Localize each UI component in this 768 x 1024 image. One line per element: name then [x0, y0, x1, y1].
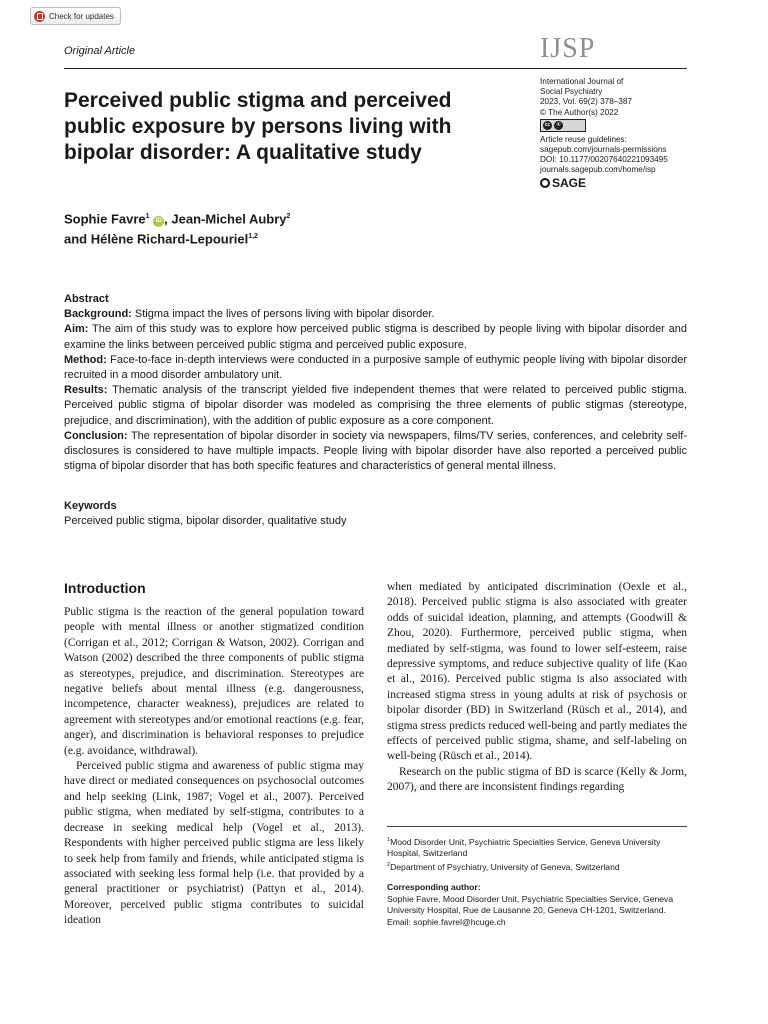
author-conjunction: and — [64, 231, 91, 247]
abstract-label: Conclusion: — [64, 429, 128, 442]
author-affiliation-sup: 2 — [286, 213, 291, 220]
article-title: Perceived public stigma and perceived public exposure by persons living with bipolar disorder: A qualitative study — [64, 89, 452, 164]
author-separator: , — [164, 211, 172, 227]
footnote-rule — [387, 826, 687, 827]
sage-icon — [540, 178, 550, 188]
abstract-text: Stigma impact the lives of persons living with bipolar disorder. — [131, 308, 435, 321]
affiliation-text: Department of Psychiatry, University of Geneva, Switzerland — [390, 861, 620, 872]
affiliation-text: Mood Disorder Unit, Psychiatric Specialties Service, Geneva University Hospital, Switzerland — [387, 836, 661, 859]
abstract-method — [64, 353, 687, 383]
abstract-text: The representation of bipolar disorder in society via newspapers, films/TV series, conferences, and celebrity self-disclosures is considered to have multiple impacts. People living with bipolar disorder have also reported a perceived public stigma of bipolar disorder that has both specific features and characteristics of general mental illness. — [64, 429, 687, 473]
body-paragraph: Public stigma is the reaction of the general population toward people with mental illness or another stigmatized condition (Corrigan et al., 2012; Corrigan & Watson, 2002). Corrigan and Watson (2002) described the three components of public stigma as stereotypes, prejudice, and discrimination. Stereotypes are negative beliefs about mental illness (e.g. dangerousness, incompetence, character weakness), prejudices are related to agreement with stereotypes and/or emotional reactions (e.g. fear, anger), and discrimination is behavioral responses to prejudice (e.g. avoidance, withdrawal). — [64, 606, 364, 757]
author-list — [64, 208, 464, 249]
affiliation — [387, 860, 687, 873]
abstract-results — [64, 383, 687, 429]
abstract-text: Face-to-face in-depth interviews were conducted in a purposive sample of euthymic people living with bipolar disorder recruited in a mood disorder ambulatory unit. — [64, 353, 687, 382]
abstract-conclusion — [64, 429, 687, 475]
orcid-icon[interactable]: iD — [153, 216, 164, 227]
check-updates-label: Check for updates — [49, 11, 114, 21]
article-type: Original Article — [64, 45, 136, 57]
keywords-heading: Keywords — [64, 500, 117, 512]
body-column-right — [387, 580, 687, 796]
journal-logo: IJSP — [540, 33, 596, 64]
author-affiliation-sup: 1 — [145, 213, 150, 220]
abstract-heading: Abstract — [64, 293, 109, 305]
body-paragraph: Perceived public stigma and awareness of public stigma may have direct or mediated consequences on psychosocial outcomes and help seeking (Link, 1987; Vogel et al., 2007). Perceived public stigma, when mediated by self-stigma, contributes to a decrease in seeking medical help (Vogel et al., 2013). Respondents with higher perceived public stigma are less likely to seek help from family and friends, while anticipated stigma is associated with seeking less formal help (i.e. that provided by a general practitioner or psychiatrist) (Pattyn et al., 2014). Moreover, perceived public stigma contributes to suicidal ideation — [64, 760, 364, 927]
abstract-label: Method: — [64, 353, 107, 366]
abstract-label: Background: — [64, 308, 132, 321]
affiliations — [387, 835, 687, 874]
journal-url[interactable]: journals.sagepub.com/home/isp — [540, 165, 656, 175]
corresponding-heading: Corresponding author: — [387, 882, 481, 892]
abstract-label: Results: — [64, 384, 108, 397]
author-name[interactable]: Jean-Michel Aubry — [171, 211, 287, 227]
corresponding-address: Sophie Favre, Mood Disorder Unit, Psychiatric Specialties Service, Geneva University Hospital, Rue de Lausanne 20, Geneva CH-1201, Switzerland. — [387, 893, 674, 916]
abstract-aim — [64, 322, 687, 352]
journal-name-line1: International Journal of — [540, 77, 624, 86]
abstract-label: Aim: — [64, 323, 89, 336]
affiliation-sup: 1 — [387, 837, 391, 843]
copyright: © The Author(s) 2022 — [540, 107, 619, 117]
keywords-text: Perceived public stigma, bipolar disorder, qualitative study — [64, 515, 347, 527]
reuse-link[interactable]: sagepub.com/journals-permissions — [540, 145, 667, 155]
corresponding-email[interactable]: Email: sophie.favrel@hcuge.ch — [387, 916, 506, 927]
body-column-left — [64, 605, 364, 929]
corresponding-author — [387, 882, 687, 928]
abstract-text: Thematic analysis of the transcript yielded five independent themes that were related to perceived public stigma. Perceived public stigma of bipolar disorder was modeled as comprising the three elements of public stigmas (stereotype, prejudice, and discrimination), with the addition of public exposure as a core component. — [64, 384, 687, 427]
body-paragraph: Research on the public stigma of BD is scarce (Kelly & Jorm, 2007), and there are inconsistent findings regarding — [387, 765, 687, 794]
doi[interactable]: DOI: 10.1177/00207640221093495 — [540, 155, 668, 165]
abstract — [64, 292, 687, 474]
author-name[interactable]: Sophie Favre — [64, 211, 146, 227]
cc-license-icon[interactable]: cc ① — [540, 119, 586, 132]
affiliation — [387, 835, 687, 860]
header-rule — [64, 68, 687, 69]
section-heading-introduction: Introduction — [64, 580, 146, 596]
body-paragraph: when mediated by anticipated discrimination (Oexle et al., 2018). Perceived public stigma is also associated with greater odds of suicidal ideation, planning, and attempts (Goodwill & Zhou, 2020). Furthermore, perceived public stigma, when mediated by self-stigma, was found to lower self-esteem, raise depressive symptoms, and reduce subjective quality of life (Kao et al., 2016). Perceived public stigma is also associated with increased stigma stress in young adults at risk of psychosis or bipolar disorder (BD) in Switzerland (Rüsch et al., 2014), and stigma stress predicts reduced well-being and partly mediates the effects of perceived public stigma, shame, and self-labeling on well-being (Rüsch et al., 2014). — [387, 581, 687, 763]
publication-meta — [540, 77, 700, 188]
check-for-updates-button[interactable] — [30, 7, 121, 25]
publisher-logo — [540, 175, 700, 190]
reuse-label: Article reuse guidelines: — [540, 134, 627, 144]
abstract-background — [64, 307, 687, 322]
keywords — [64, 499, 687, 529]
abstract-text: The aim of this study was to explore how perceived public stigma is described by people living with bipolar disorder and examine the links between perceived public stigma and perceived public exposure. — [64, 323, 687, 351]
publisher-name: SAGE — [552, 175, 587, 190]
check-updates-icon — [34, 11, 45, 22]
author-affiliation-sup: 1,2 — [248, 233, 258, 241]
affiliation-sup: 2 — [387, 862, 391, 869]
journal-name-line2: Social Psychiatry — [540, 87, 603, 97]
author-name[interactable]: Hélène Richard-Lepouriel — [90, 231, 249, 247]
volume-info: 2023, Vol. 69(2) 378–387 — [540, 97, 632, 107]
